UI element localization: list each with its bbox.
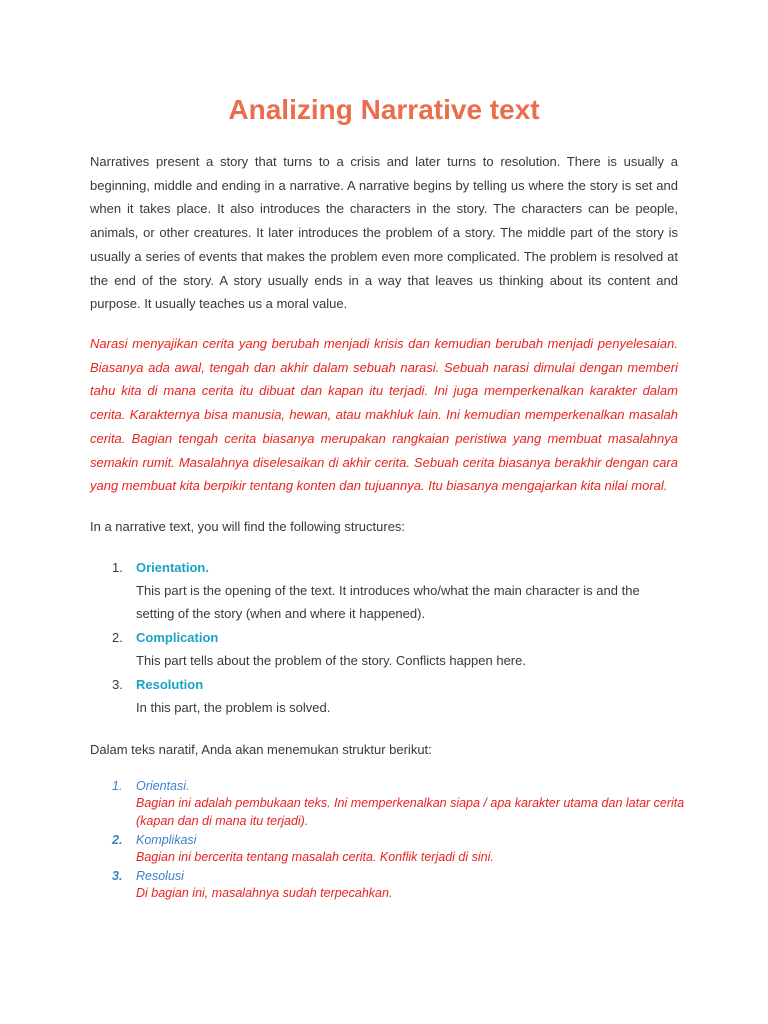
list-text: This part tells about the problem of the story. Conflicts happen here.	[136, 653, 526, 668]
structures-intro-en: In a narrative text, you will find the following structures:	[90, 519, 406, 534]
list-heading: Komplikasi	[136, 833, 197, 847]
list-number: 2.	[112, 833, 123, 847]
list-heading: Orientation.	[136, 560, 209, 575]
intro-paragraph-en: Narratives present a story that turns to a crisis and later turns to resolution. There is usually a beginning, middle and ending in a narrative. A narrative begins by telling us where the story is set and when it takes place. It also introduces the characters in the story. The characters can be people, animals, or other creatures. It later introduces the problem of a story. The middle part of the story is usually a series of events that makes the problem even more complicated. The problem is resolved at the end of the story. A story usually ends in a way that leaves us thinking about its content and purpose. It usually teaches us a moral value.	[90, 154, 678, 312]
list-heading: Complication	[136, 630, 219, 645]
list-number: 3.	[112, 869, 123, 883]
intro-paragraph-id: Narasi menyajikan cerita yang berubah menjadi krisis dan kemudian berubah menjadi penyelesaian. Biasanya ada awal, tengah dan akhir dalam sebuah narasi. Sebuah narasi dimulai dengan memberi tahu kita di mana cerita itu dibuat dan kapan itu terjadi. Ini juga memperkenalkan karakter dalam cerita. Karakternya bisa manusia, hewan, atau makhluk lain. Ini kemudian memperkenalkan masalah cerita. Bagian tengah cerita biasanya merupakan rangkaian peristiwa yang membuat masalahnya semakin rumit. Masalahnya diselesaikan di akhir cerita. Sebuah cerita biasanya berakhir dengan cara yang membuat kita berpikir tentang konten dan tujuannya. Itu biasanya mengajarkan kita nilai moral.	[90, 336, 678, 494]
list-number: 1.	[112, 779, 123, 793]
list-number: 2.	[112, 630, 123, 645]
list-text: Di bagian ini, masalahnya sudah terpecahkan.	[136, 886, 393, 900]
list-heading: Orientasi.	[136, 779, 190, 793]
list-number: 1.	[112, 560, 123, 575]
list-text: In this part, the problem is solved.	[136, 700, 331, 715]
list-heading: Resolution	[136, 677, 204, 692]
document-title: Analizing Narrative text	[228, 94, 540, 125]
list-heading: Resolusi	[136, 869, 184, 883]
structures-intro-id: Dalam teks naratif, Anda akan menemukan struktur berikut:	[90, 742, 432, 757]
list-text: Bagian ini adalah pembukaan teks. Ini memperkenalkan siapa / apa karakter utama dan latar cerita (kapan dan di mana itu terjadi).	[136, 796, 685, 829]
list-text: This part is the opening of the text. It introduces who/what the main character is and the setting of the story (when and where it happened).	[136, 583, 640, 622]
list-number: 3.	[112, 677, 123, 692]
list-text: Bagian ini bercerita tentang masalah cerita. Konflik terjadi di sini.	[136, 850, 494, 864]
